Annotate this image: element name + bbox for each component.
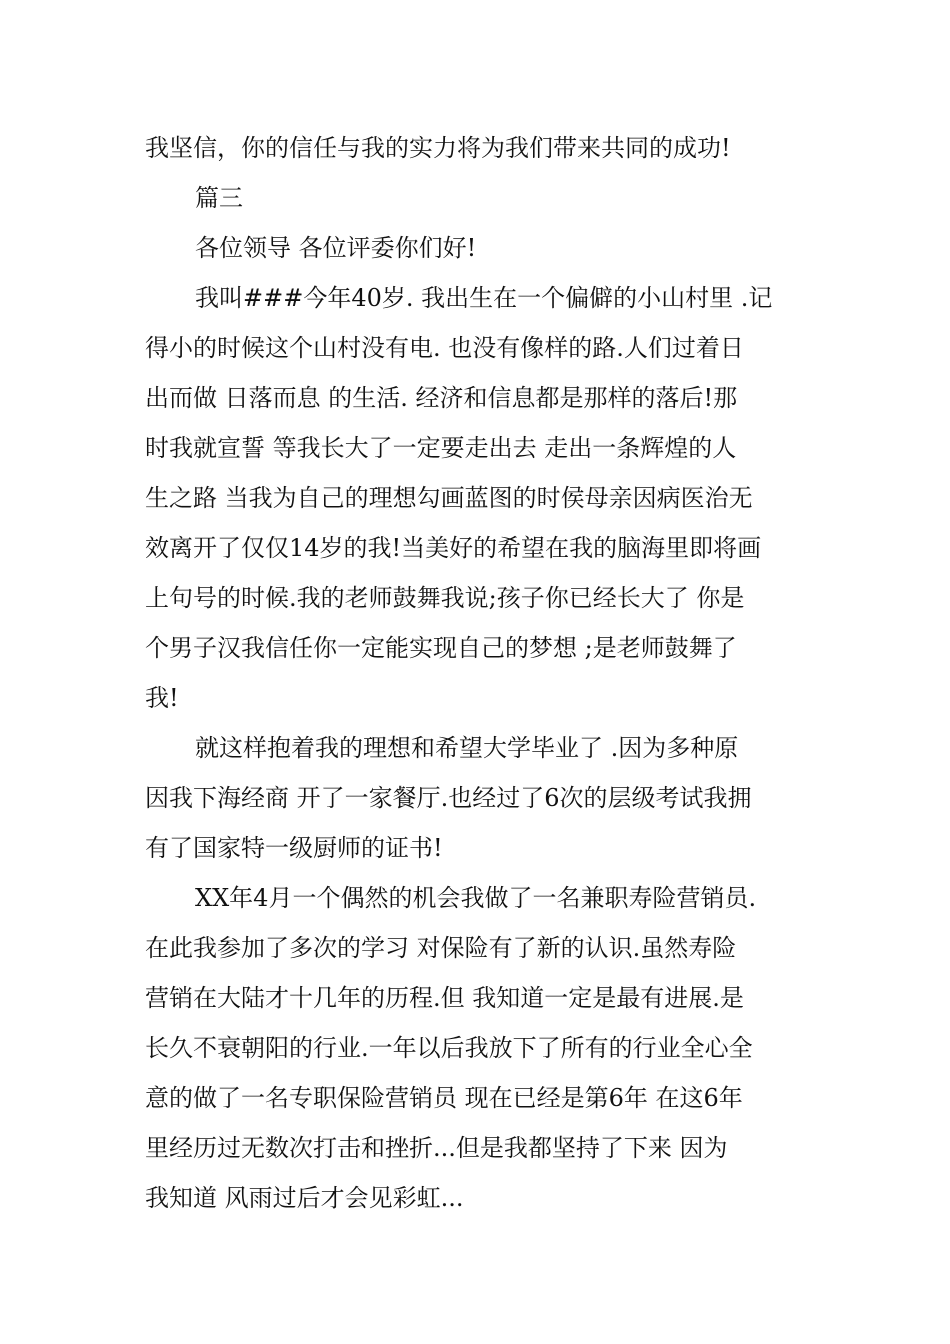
text-line: 长久不衰朝阳的行业.一年以后我放下了所有的行业全心全 <box>145 1034 753 1062</box>
text-line: 有了国家特一级厨师的证书! <box>145 834 443 862</box>
text-line: 我! <box>145 684 179 712</box>
text-line: 生之路 当我为自己的理想勾画蓝图的时侯母亲因病医治无 <box>145 484 753 512</box>
text-line: 出而做 日落而息 的生活. 经济和信息都是那样的落后!那 <box>145 384 738 412</box>
text-line: 意的做了一名专职保险营销员 现在已经是第6年 在这6年 <box>145 1084 743 1112</box>
section-heading: 篇三 <box>195 184 243 212</box>
text-line: 得小的时候这个山村没有电. 也没有像样的路.人们过着日 <box>145 334 744 362</box>
text-line: XX年4月一个偶然的机会我做了一名兼职寿险营销员. <box>195 884 757 912</box>
text-line: 营销在大陆才十几年的历程.但 我知道一定是最有进展.是 <box>145 984 744 1012</box>
text-line: 在此我参加了多次的学习 对保险有了新的认识.虽然寿险 <box>145 934 737 962</box>
text-line: 我叫###今年40岁. 我出生在一个偏僻的小山村里 .记 <box>195 284 773 312</box>
text-line: 个男子汉我信任你一定能实现自己的梦想 ;是老师鼓舞了 <box>145 634 737 662</box>
text-line: 上句号的时候.我的老师鼓舞我说;孩子你已经长大了 你是 <box>145 584 745 612</box>
text-line: 我坚信，你的信任与我的实力将为我们带来共同的成功! <box>145 134 731 162</box>
text-line: 因我下海经商 开了一家餐厅.也经过了6次的层级考试我拥 <box>145 784 752 812</box>
text-line: 各位领导 各位评委你们好! <box>195 234 477 262</box>
text-line: 我知道 风雨过后才会见彩虹... <box>145 1184 464 1212</box>
text-line: 时我就宣誓 等我长大了一定要走出去 走出一条辉煌的人 <box>145 434 737 462</box>
text-line: 就这样抱着我的理想和希望大学毕业了 .因为多种原 <box>195 734 739 762</box>
text-line: 里经历过无数次打击和挫折...但是我都坚持了下来 因为 <box>145 1134 728 1162</box>
text-line: 效离开了仅仅14岁的我!当美好的希望在我的脑海里即将画 <box>145 534 762 562</box>
